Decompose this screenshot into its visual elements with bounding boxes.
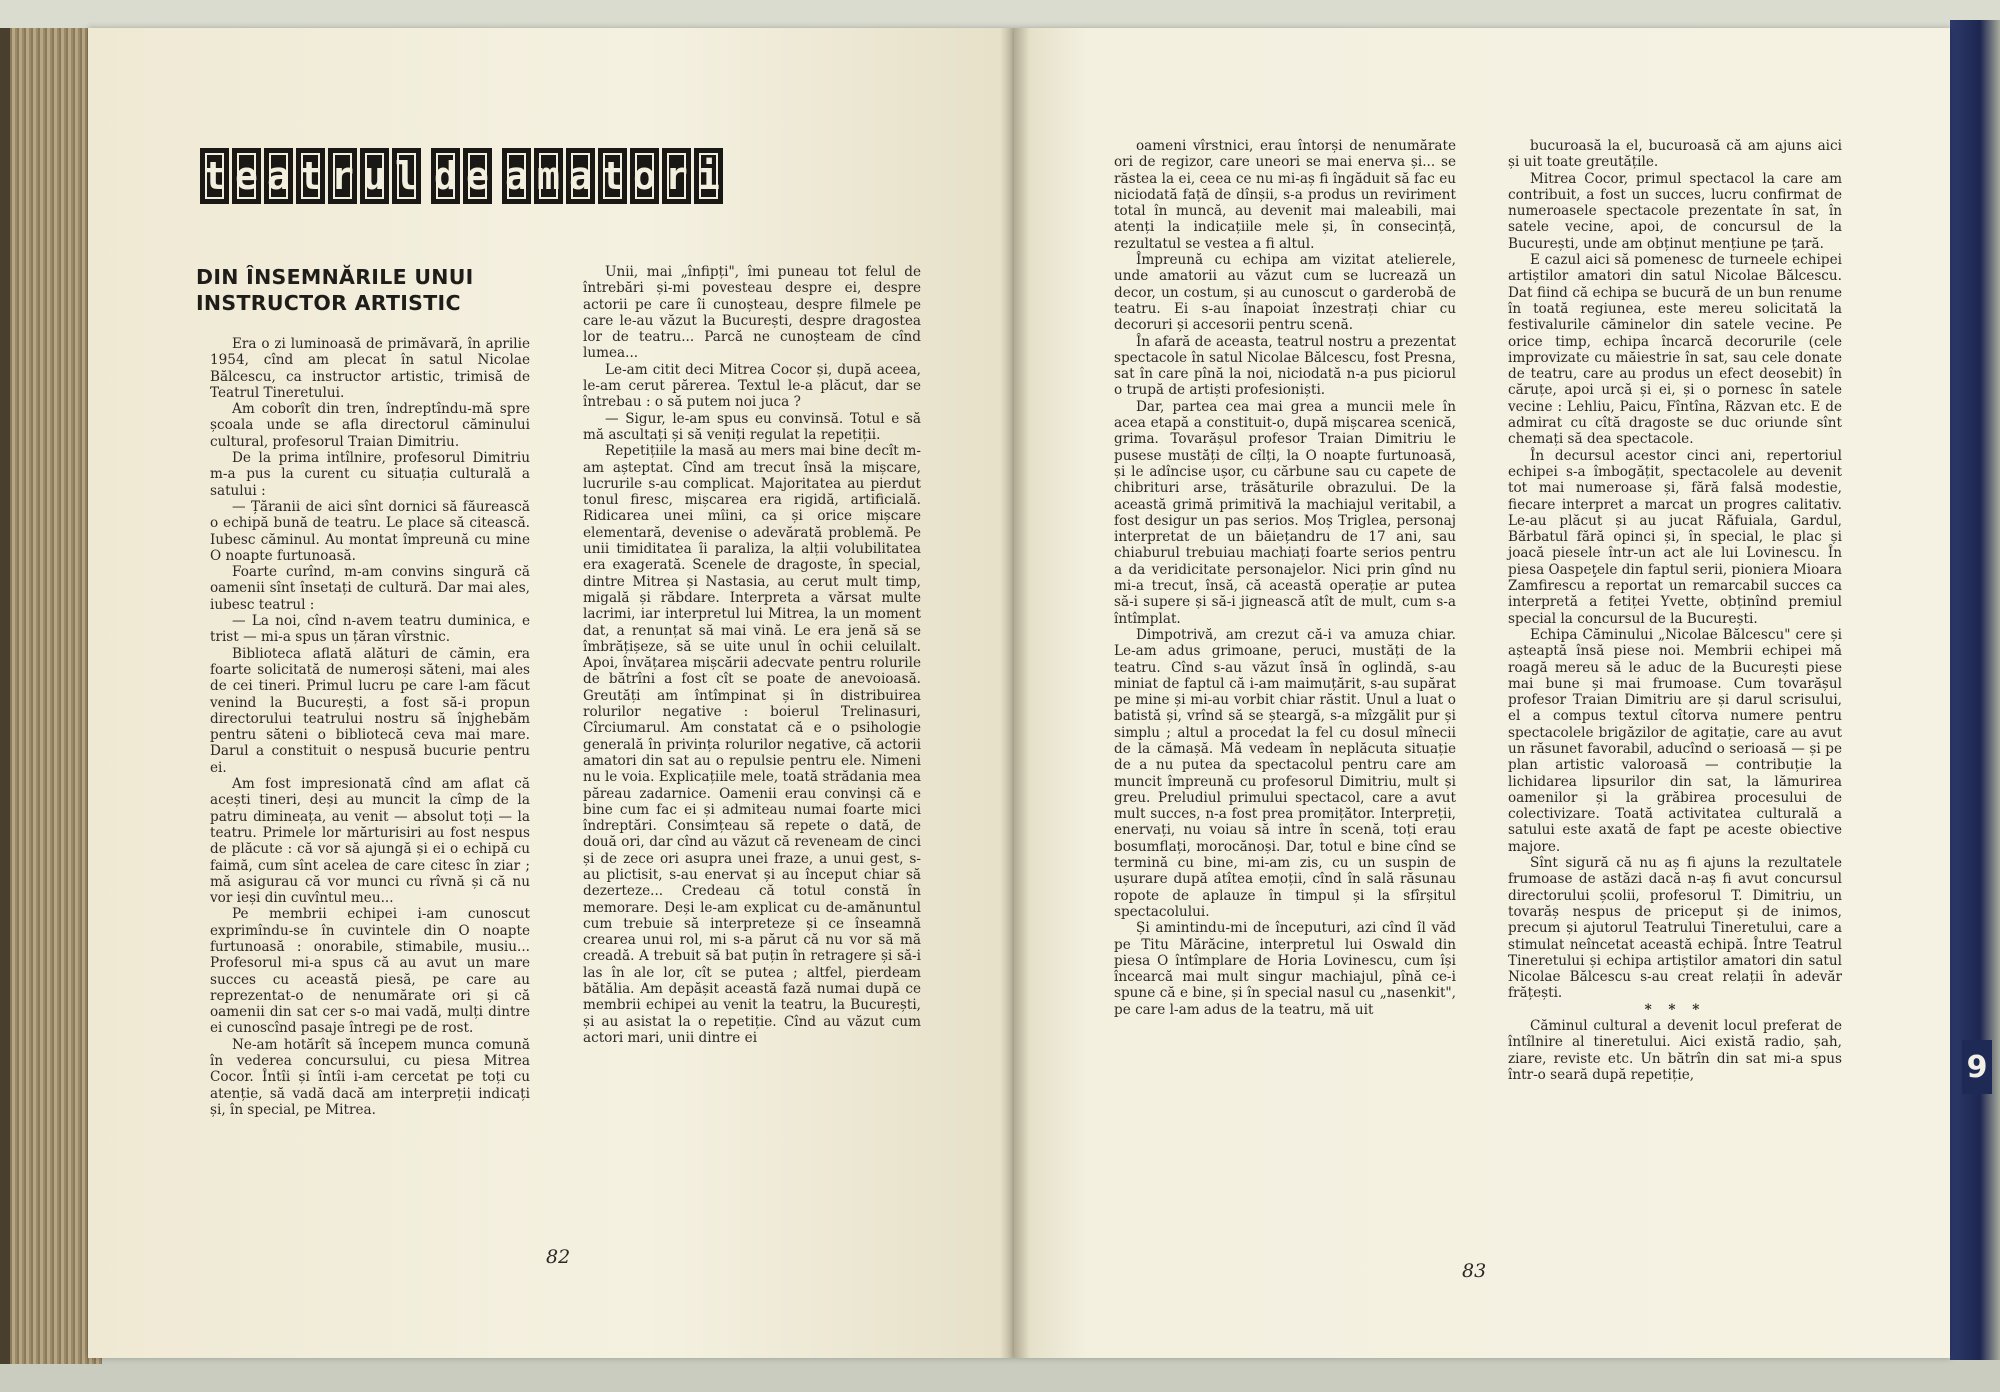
title-letter: a <box>264 148 293 204</box>
paragraph: Dimpotrivă, am crezut că-i va amuza chiar. Le-am adus grimoane, peruci, mustăți de la teatru. Cînd s-au văzut însă în oglindă, s-au miniat de faptul că i-am maimuțărit, s-au supărat pe mine și mi-au vorbit chiar răstit. Unul a luat o batistă și, vrînd să se șteargă, s-a mîzgălit pur și simplu ; altul a procedat la fel cu dosul mînecii de la cămașă. Mă vedeam în neplăcuta situație de a nu putea da spectacolul pentru care am muncit împreună cu profesorul Dimitriu, mult și greu. Preludiul primului spectacol, care a avut mult succes, n-a fost prea promițător. Interpreții, enervați, nu voiau să intre în scenă, toți erau bosumflați, morocănoși. Dar, totul e bine cînd se termină cu bine, mi-am zis, cu un suspin de ușurare după atîtea emoții, cînd în sală răsunau ropote de aplauze în timpul și la sfîrșitul spectacolului. <box>1114 626 1456 920</box>
text-column-4 <box>1508 138 1842 1083</box>
title-letter: a <box>566 148 595 204</box>
text-column-3 <box>1114 138 1456 1018</box>
title-letter: t <box>200 148 229 204</box>
title-letter: r <box>662 148 691 204</box>
paragraph: Și amintindu-mi de începuturi, azi cînd îl văd pe Titu Mărăcine, interpretul lui Oswald din piesa O întîmplare de Horia Lovinescu, cum își încearcă mai mult singur machiajul, pînă ce-i spune că e bine, și în special nasul cu „nasenkit", pe care l-am adus de la teatru, mă uit <box>1114 920 1456 1018</box>
paragraph: — Țăranii de aici sînt dornici să făurească o echipă bună de teatru. Le place să citească. Iubesc căminul. Au montat împreună cu mine O noapte furtunoasă. <box>210 498 530 564</box>
paragraph: * * * <box>1644 1001 1706 1018</box>
paragraph: E cazul aici să pomenesc de turneele echipei artiștilor amatori din satul Nicolae Bălcescu. Dat fiind că echipa se bucură de un bun renume în toată regiunea, este mereu solicitată la festivalurile căminelor din satele vecine. Pe orice timp, echipa încarcă decorurile (cele improvizate cu măiestrie în sat, sau cele donate de teatru, care au produs un efect deosebit) în căruțe, apoi urcă și ei, și o pornesc în satele vecine : Lehliu, Paicu, Fîntîna, Răzvan etc. E de admirat cu cîtă dragoste se duc oriunde sînt chemați să dea spectacole. <box>1508 252 1842 448</box>
paragraph: În afară de aceasta, teatrul nostru a prezentat spectacole în satul Nicolae Bălcescu, fost Presna, sat în care pînă la noi, niciodată n-a pus piciorul o trupă de artiști profesioniști. <box>1114 333 1456 399</box>
paragraph: oameni vîrstnici, erau întorși de nenumărate ori de regizor, care uneori se mai enerva și... se răstea la ei, ceea ce nu mi-aș fi îngăduit să fac eu niciodată față de dînșii, s-a produs un reviriment total în muncă, au devenit mai maleabili, mai atenți la indicațiile mele și, în consecință, rezultatul se vestea a fi altul. <box>1114 138 1456 252</box>
title-letter: i <box>694 148 723 204</box>
title-letter: o <box>630 148 659 204</box>
article-subtitle: DIN ÎNSEMNĂRILE UNUI INSTRUCTOR ARTISTIC <box>196 265 474 315</box>
book-gutter <box>1000 28 1030 1358</box>
title-word <box>502 148 723 204</box>
title-letter: e <box>463 148 492 204</box>
paragraph: Am fost impresionată cînd am aflat că acești tineri, deși au muncit la cîmp de la patru dimineața, au venit — absolut toți — la teatru. Primele lor mărturisiri au fost nespus de plăcute : că vor să ajungă și ei o echipă cu faimă, cum sînt acelea de care citesc în ziar ; mă asigurau că vor munci cu rîvnă și că nu vor ieși din cuvîntul meu... <box>210 776 530 907</box>
paragraph: Era o zi luminoasă de primăvară, în aprilie 1954, cînd am plecat în satul Nicolae Bălcescu, ca instructor artistic, trimisă de Teatrul Tineretului. <box>210 336 530 401</box>
page-number-left: 82 <box>546 1246 571 1268</box>
paragraph: Pe membrii echipei i-am cunoscut exprimîndu-se în cuvintele din O noapte furtunoasă : onorabile, stimabile, musiu... Profesorul mi-a spus că au avut un mare succes cu această piesă, pe care au reprezentat-o de nenumărate ori și că oamenii din sat cer s-o mai vadă, mulți dintre ei cunoscînd pasaje întregi pe de rost. <box>210 906 530 1037</box>
paragraph: Biblioteca aflată alături de cămin, era foarte solicitată de numeroși săteni, mai ales de cei tineri. Primul lucru pe care l-am făcut venind la București, a fost să-i propun directorului teatrului nostru să înjghebăm pentru săteni o bibliotecă ceva mai mare. Darul a constituit o nespusă bucurie pentru ei. <box>210 645 530 776</box>
title-letter: r <box>328 148 357 204</box>
paragraph: Le-am citit deci Mitrea Cocor și, după aceea, le-am cerut părerea. Textul le-a plăcut, dar se întrebau : o să putem noi juca ? <box>583 361 921 411</box>
paragraph: Foarte curînd, m-am convins singură că oamenii sînt însetați de cultură. Dar mai ales, iubesc teatrul : <box>210 564 530 613</box>
paragraph: — Sigur, le-am spus eu convinsă. Totul e să mă ascultați și să veniți regulat la repetiții. <box>583 410 921 443</box>
title-letter: e <box>232 148 261 204</box>
title-word <box>200 148 421 204</box>
title-letter: a <box>502 148 531 204</box>
paragraph: Ne-am hotărît să începem munca comună în vederea concursului, cu piesa Mitrea Cocor. Întîi și întîi i-am cercetat pe toți cu atenție, să vadă dacă am interpreții indicați și, în special, pe Mitrea. <box>210 1036 530 1118</box>
text-column-2 <box>583 264 921 1046</box>
title-word <box>431 148 492 204</box>
paragraph: Sînt sigură că nu aș fi ajuns la rezultatele frumoase de astăzi dacă n-aș fi avut concursul directorului școlii, profesorul T. Dimitriu, un tovarăș nespus de priceput și de inimos, precum și ajutorul Teatrului Tineretului, care a stimulat neîncetat această echipă. Între Teatrul Tineretului și echipa artiștilor amatori din satul Nicolae Bălcescu s-au creat relații în adevăr frățești. <box>1508 855 1842 1002</box>
book-cover-left-edge <box>0 28 102 1364</box>
page-number-right: 83 <box>1462 1260 1487 1282</box>
paragraph: Dar, partea cea mai grea a muncii mele în acea etapă a constituit-o, după mișcarea scenică, grima. Tovarășul profesor Traian Dimitriu le pusese mustăți de cîlți, la O noapte furtunoasă, și le adîncise ușor, cu cărbune sau cu capete de chibrituri arse, trăsăturile obrazului. De la această grimă primitivă la machiajul veritabil, a fost desigur un pas serios. Moș Triglea, personaj interpretat de un băiețandru de 17 ani, sau chiaburul trebuiau machiați foarte serios pentru a da veridicitate personajelor. Nici prin gînd nu mi-a trecut, însă, că această operație ar putea să-i supere și să-i jignească atît de mult, cum s-a întîmplat. <box>1114 398 1456 627</box>
paragraph: — La noi, cînd n-avem teatru duminica, e trist — mi-a spus un țăran vîrstnic. <box>210 613 530 646</box>
paragraph: Am coborît din tren, îndreptîndu-mă spre școala unde se afla directorul căminului cultural, profesorul Traian Dimitriu. <box>210 401 530 450</box>
paragraph: Echipa Căminului „Nicolae Bălcescu" cere și așteaptă însă piese noi. Membrii echipei mă roagă mereu să le aduc de la București piese mai bune și mai frumoase. Cum tovarășul profesor Traian Dimitriu are și darul scrisului, el a compus textul cîtorva numere pentru spectacolele brigăzilor de agitație, care au avut un răsunet favorabil, aducînd o serioasă — și pe plan artistic valoroasă — contribuție la lichidarea lipsurilor din sat, la lămurirea oamenilor și la grăbirea procesului de colectivizare. Toată activitatea culturală a satului este axată de fapt pe aceste obiective majore. <box>1508 626 1842 855</box>
paragraph: Mitrea Cocor, primul spectacol la care am contribuit, a fost un succes, lucru confirmat de numeroasele spectacole prezentate în sat, în satele vecine, apoi, de concursul de la București, unde am obținut mențiune pe țară. <box>1508 170 1842 252</box>
paragraph: bucuroasă la el, bucuroasă că am ajuns aici și uit toate greutățile. <box>1508 138 1842 171</box>
title-letter: t <box>598 148 627 204</box>
page-title-banner <box>200 148 723 204</box>
index-tab: 9 <box>1962 1040 1992 1094</box>
text-column-1 <box>210 336 530 1118</box>
paragraph: În decursul acestor cinci ani, repertoriul echipei s-a îmbogățit, spectacolele au devenit tot mai numeroase și, fără falsă modestie, fiecare interpret a marcat un progres calitativ. Le-au plăcut și au jucat Răfuiala, Gardul, Bărbatul fără opinci și, în special, le plac și joacă piesele într-un act ale lui Lovinescu. În piesa Oaspeţele din faptul serii, pioniera Mioara Zamfirescu a reportat un remarcabil succes ca interpretă a fetiței Yvette, obținînd premiul special la concursul de la București. <box>1508 447 1842 627</box>
paragraph: Repetițiile la masă au mers mai bine decît m-am așteptat. Cînd am trecut însă la mișcare, lucrurile s-au complicat. Majoritatea au pierdut tonul firesc, mișcarea era rigidă, artificială. Ridicarea unei mîini, ca și orice mișcare elementară, devenise o adevărată problemă. Pe unii timiditatea îi paraliza, la alții volubilitatea era exagerată. Scenele de dragoste, în special, dintre Mitrea și Nastasia, au cerut mult timp, migală și răbdare. Interpreta a vărsat multe lacrimi, iar interpretul lui Mitrea, la un moment dat, a renunțat să mai vină. Le era jenă să se îmbrățișeze, să se uite unul în ochii celuilalt. Apoi, învățarea mișcării adecvate pentru rolurile de bătrîni a fost cît se poate de anevoioasă. Greutăți am întîmpinat și în distribuirea rolurilor negative : boierul Trelinasuri, Cîrciumarul. Am constatat că e o psihologie generală în privința rolurilor negative, că actorii amatori din sat au o repulsie pentru ele. Nimeni nu le voia. Explicațiile mele, toată strădania mea păreau zadarnice. Oamenii erau convinși că e bine cum fac ei și admiteau numai foarte mici îndreptări. Consimțeau să repete o dată, de două ori, dar cînd au văzut că reveneam de cinci și de zece ori asupra unei fraze, a unui gest, s-au plictisit, s-au enervat și au început chiar să dezerteze... Credeau că totul constă în memorare. Deși le-am explicat cu de-amănuntul cum trebuie să interpreteze și ce înseamnă crearea unui rol, mi s-a părut că nu vor să mă creadă. A trebuit să bat puțin în retragere și să-i las în ale lor, cît se putea ; altfel, pierdeam bătălia. Am depășit această fază numai după ce membrii echipei au venit la teatru, la București, și au asistat la o repetiție. Cînd au văzut cum actori mari, unii dintre ei <box>583 443 921 1046</box>
paragraph: Împreună cu echipa am vizitat atelierele, unde amatorii au văzut cum se lucrează un decor, un costum, și au cunoscut o garderobă de teatru. Ei s-au înapoiat înzestrați chiar cu decoruri și accesorii pentru scenă. <box>1114 252 1456 334</box>
title-letter: l <box>392 148 421 204</box>
title-letter: t <box>296 148 325 204</box>
book-cover-right-edge <box>1950 20 2000 1360</box>
title-letter: m <box>534 148 563 204</box>
title-letter: d <box>431 148 460 204</box>
paragraph: Unii, mai „înfipți", îmi puneau tot felul de întrebări și-mi povesteau despre ei, despre actorii pe care îi cunoșteau, despre filmele pe care le-au văzut la București, despre dragostea lor de teatru... Parcă ne cunoșteam de cînd lumea... <box>583 264 921 362</box>
paragraph: Căminul cultural a devenit locul preferat de întîlnire al tineretului. Aici există radio, șah, ziare, reviste etc. Un bătrîn din sat mi-a spus într-o seară după repetiție, <box>1508 1018 1842 1083</box>
title-letter: u <box>360 148 389 204</box>
paragraph: De la prima intîlnire, profesorul Dimitriu m-a pus la curent cu situația culturală a satului : <box>210 450 530 499</box>
